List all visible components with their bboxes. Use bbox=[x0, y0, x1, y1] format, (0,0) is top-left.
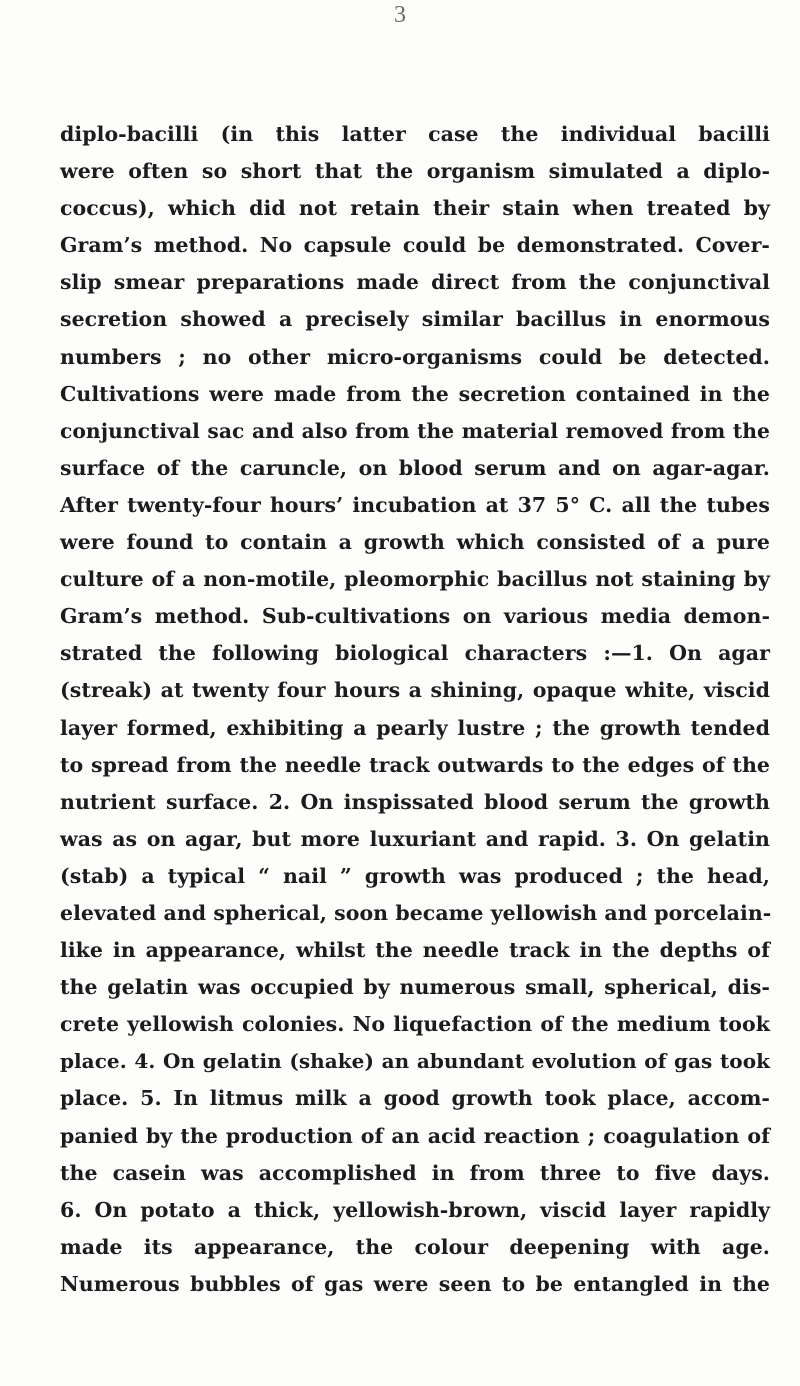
text-line: Cultivations were made from the secretion contained in the bbox=[60, 381, 770, 406]
text-line: panied by the production of an acid reaction ; coagulation of bbox=[60, 1123, 770, 1148]
text-line: coccus), which did not retain their stain when treated by bbox=[60, 196, 770, 221]
text-line: (stab) a typical “ nail ” growth was produced ; the head, bbox=[60, 863, 770, 888]
text-line: Gram’s method. Sub-cultivations on various media demon- bbox=[60, 604, 770, 629]
text-line: culture of a non-motile, pleomorphic bacillus not staining by bbox=[60, 567, 770, 592]
text-line: the casein was accomplished in from three to five days. bbox=[60, 1160, 770, 1185]
text-line: place. 4. On gelatin (shake) an abundant evolution of gas took bbox=[60, 1049, 770, 1074]
text-line: diplo-bacilli (in this latter case the individual bacilli bbox=[60, 122, 770, 146]
text-line: Gram’s method. No capsule could be demonstrated. Cover- bbox=[60, 233, 770, 258]
text-line: slip smear preparations made direct from the conjunctival bbox=[60, 270, 770, 295]
text-line: place. 5. In litmus milk a good growth took place, accom- bbox=[60, 1086, 770, 1111]
text-line: numbers ; no other micro-organisms could be detected. bbox=[60, 344, 770, 369]
text-line: were often so short that the organism simulated a diplo- bbox=[60, 159, 770, 184]
text-line: crete yellowish colonies. No liquefaction of the medium took bbox=[60, 1012, 770, 1037]
text-line: the gelatin was occupied by numerous small, spherical, dis- bbox=[60, 975, 770, 1000]
text-line: nutrient surface. 2. On inspissated blood serum the growth bbox=[60, 789, 770, 814]
text-line: made its appearance, the colour deepening with age. bbox=[60, 1234, 770, 1259]
text-line: elevated and spherical, soon became yellowish and porcelain- bbox=[60, 900, 772, 925]
text-line: layer formed, exhibiting a pearly lustre ; the growth tended bbox=[60, 715, 770, 740]
text-line: secretion showed a precisely similar bacillus in enormous bbox=[60, 307, 770, 332]
text-line: like in appearance, whilst the needle track in the depths of bbox=[60, 938, 770, 963]
text-line: Numerous bubbles of gas were seen to be entangled in the bbox=[60, 1271, 770, 1296]
text-line: After twenty-four hours’ incubation at 37 5° C. all the tubes bbox=[60, 492, 770, 517]
text-line: conjunctival sac and also from the material removed from the bbox=[60, 418, 770, 443]
text-line: was as on agar, but more luxuriant and rapid. 3. On gelatin bbox=[60, 826, 770, 851]
text-line: surface of the caruncle, on blood serum and on agar-agar. bbox=[60, 455, 770, 480]
body-text bbox=[60, 116, 770, 1303]
text-line: to spread from the needle track outwards to the edges of the bbox=[60, 752, 770, 777]
page-number: 3 bbox=[394, 2, 406, 28]
text-line: (streak) at twenty four hours a shining, opaque white, viscid bbox=[60, 678, 770, 703]
text-line: were found to contain a growth which consisted of a pure bbox=[60, 530, 770, 555]
text-line: 6. On potato a thick, yellowish-brown, viscid layer rapidly bbox=[60, 1197, 770, 1222]
text-line: strated the following biological characters :—1. On agar bbox=[60, 641, 770, 666]
